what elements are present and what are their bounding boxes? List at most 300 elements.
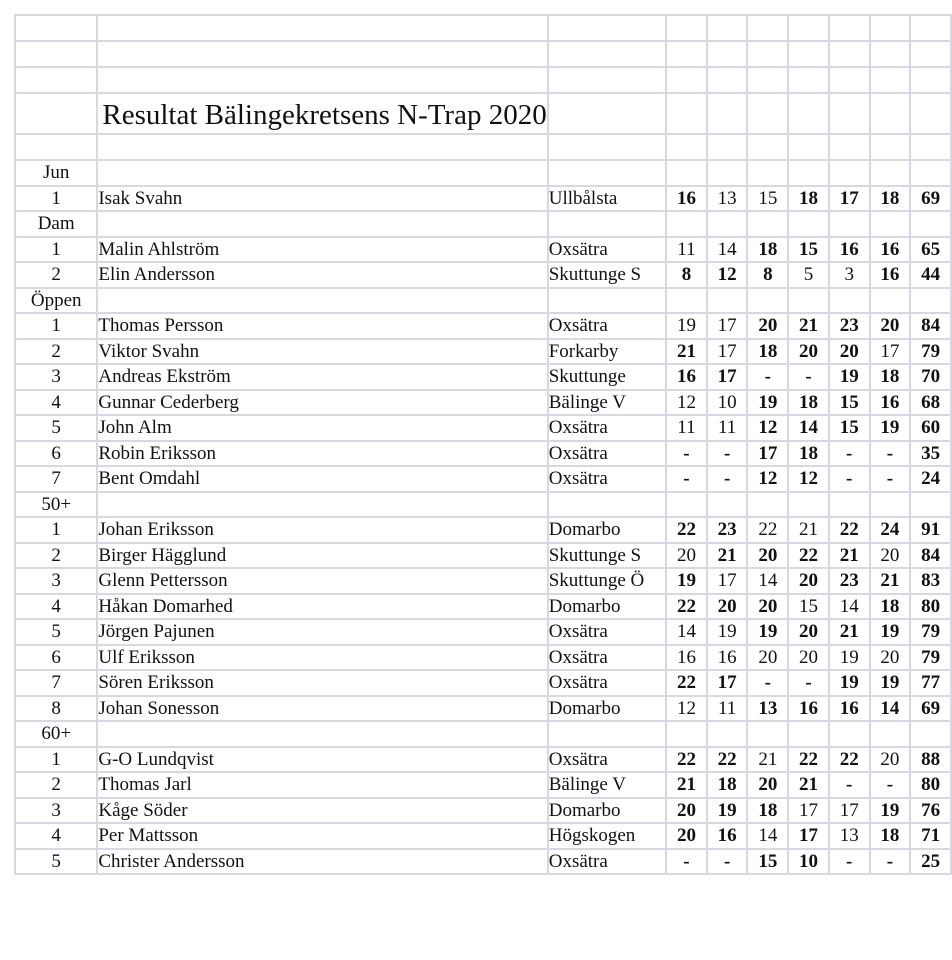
- rank-cell[interactable]: 7: [15, 670, 97, 696]
- score-cell-round-1[interactable]: 14: [666, 619, 707, 645]
- score-cell-round-4[interactable]: 17: [788, 798, 829, 824]
- cell[interactable]: [747, 160, 788, 186]
- category-label[interactable]: Dam: [15, 211, 97, 237]
- score-cell-round-6[interactable]: -: [870, 849, 911, 875]
- score-cell-round-5[interactable]: 15: [829, 415, 870, 441]
- cell[interactable]: [788, 134, 829, 160]
- score-cell-round-3[interactable]: 20: [747, 645, 788, 671]
- total-cell[interactable]: 84: [910, 543, 951, 569]
- score-cell-round-1[interactable]: 11: [666, 415, 707, 441]
- cell[interactable]: [788, 160, 829, 186]
- name-cell[interactable]: Elin Andersson: [97, 262, 547, 288]
- score-cell-round-1[interactable]: 16: [666, 364, 707, 390]
- score-cell-round-5[interactable]: 19: [829, 645, 870, 671]
- score-cell-round-4[interactable]: 22: [788, 543, 829, 569]
- score-cell-round-5[interactable]: 19: [829, 364, 870, 390]
- rank-cell[interactable]: 5: [15, 619, 97, 645]
- score-cell-round-5[interactable]: -: [829, 849, 870, 875]
- cell[interactable]: [910, 492, 951, 518]
- score-cell-round-2[interactable]: 21: [707, 543, 748, 569]
- total-cell[interactable]: 35: [910, 441, 951, 467]
- cell[interactable]: [97, 41, 547, 67]
- score-cell-round-4[interactable]: 16: [788, 696, 829, 722]
- score-cell-round-2[interactable]: 23: [707, 517, 748, 543]
- score-cell-round-4[interactable]: 15: [788, 594, 829, 620]
- name-cell[interactable]: Johan Sonesson: [97, 696, 547, 722]
- club-cell[interactable]: Bälinge V: [548, 390, 666, 416]
- score-cell-round-1[interactable]: 22: [666, 517, 707, 543]
- score-cell-round-3[interactable]: -: [747, 670, 788, 696]
- cell[interactable]: [747, 93, 788, 134]
- cell[interactable]: [97, 15, 547, 41]
- cell[interactable]: [747, 67, 788, 93]
- name-cell[interactable]: Gunnar Cederberg: [97, 390, 547, 416]
- cell[interactable]: [910, 15, 951, 41]
- score-cell-round-5[interactable]: 16: [829, 696, 870, 722]
- cell[interactable]: [788, 288, 829, 314]
- cell[interactable]: [747, 492, 788, 518]
- total-cell[interactable]: 77: [910, 670, 951, 696]
- cell[interactable]: [910, 211, 951, 237]
- total-cell[interactable]: 68: [910, 390, 951, 416]
- score-cell-round-6[interactable]: 19: [870, 415, 911, 441]
- score-cell-round-4[interactable]: 5: [788, 262, 829, 288]
- cell[interactable]: [548, 67, 666, 93]
- club-cell[interactable]: Domarbo: [548, 798, 666, 824]
- rank-cell[interactable]: 4: [15, 594, 97, 620]
- name-cell[interactable]: Christer Andersson: [97, 849, 547, 875]
- score-cell-round-2[interactable]: 17: [707, 313, 748, 339]
- score-cell-round-5[interactable]: 14: [829, 594, 870, 620]
- category-label[interactable]: Öppen: [15, 288, 97, 314]
- name-cell[interactable]: John Alm: [97, 415, 547, 441]
- total-cell[interactable]: 76: [910, 798, 951, 824]
- rank-cell[interactable]: 4: [15, 823, 97, 849]
- cell[interactable]: [910, 41, 951, 67]
- score-cell-round-3[interactable]: 12: [747, 415, 788, 441]
- cell[interactable]: [829, 134, 870, 160]
- cell[interactable]: [707, 67, 748, 93]
- cell[interactable]: [870, 288, 911, 314]
- total-cell[interactable]: 44: [910, 262, 951, 288]
- cell[interactable]: [910, 134, 951, 160]
- total-cell[interactable]: 83: [910, 568, 951, 594]
- name-cell[interactable]: G-O Lundqvist: [97, 747, 547, 773]
- score-cell-round-4[interactable]: 20: [788, 619, 829, 645]
- cell[interactable]: [707, 211, 748, 237]
- cell[interactable]: [829, 211, 870, 237]
- score-cell-round-6[interactable]: 24: [870, 517, 911, 543]
- cell[interactable]: [97, 721, 547, 747]
- cell[interactable]: [788, 721, 829, 747]
- score-cell-round-6[interactable]: 18: [870, 594, 911, 620]
- score-cell-round-1[interactable]: 20: [666, 823, 707, 849]
- cell[interactable]: [910, 160, 951, 186]
- cell[interactable]: [15, 67, 97, 93]
- total-cell[interactable]: 79: [910, 645, 951, 671]
- club-cell[interactable]: Oxsätra: [548, 441, 666, 467]
- name-cell[interactable]: Isak Svahn: [97, 186, 547, 212]
- name-cell[interactable]: Jörgen Pajunen: [97, 619, 547, 645]
- score-cell-round-1[interactable]: 20: [666, 798, 707, 824]
- cell[interactable]: [870, 211, 911, 237]
- score-cell-round-3[interactable]: 19: [747, 619, 788, 645]
- cell[interactable]: [870, 93, 911, 134]
- score-cell-round-6[interactable]: -: [870, 466, 911, 492]
- cell[interactable]: [829, 721, 870, 747]
- score-cell-round-2[interactable]: 17: [707, 364, 748, 390]
- rank-cell[interactable]: 8: [15, 696, 97, 722]
- cell[interactable]: [666, 211, 707, 237]
- score-cell-round-1[interactable]: 19: [666, 313, 707, 339]
- score-cell-round-3[interactable]: 20: [747, 543, 788, 569]
- score-cell-round-2[interactable]: 11: [707, 415, 748, 441]
- name-cell[interactable]: Håkan Domarhed: [97, 594, 547, 620]
- cell[interactable]: [870, 41, 911, 67]
- cell[interactable]: [747, 15, 788, 41]
- name-cell[interactable]: Thomas Jarl: [97, 772, 547, 798]
- total-cell[interactable]: 88: [910, 747, 951, 773]
- rank-cell[interactable]: 1: [15, 237, 97, 263]
- score-cell-round-6[interactable]: -: [870, 772, 911, 798]
- rank-cell[interactable]: 3: [15, 798, 97, 824]
- total-cell[interactable]: 70: [910, 364, 951, 390]
- club-cell[interactable]: Oxsätra: [548, 313, 666, 339]
- score-cell-round-2[interactable]: 19: [707, 619, 748, 645]
- cell[interactable]: [707, 721, 748, 747]
- score-cell-round-4[interactable]: 17: [788, 823, 829, 849]
- score-cell-round-4[interactable]: 12: [788, 466, 829, 492]
- total-cell[interactable]: 24: [910, 466, 951, 492]
- score-cell-round-6[interactable]: 20: [870, 645, 911, 671]
- score-cell-round-2[interactable]: 20: [707, 594, 748, 620]
- cell[interactable]: [747, 288, 788, 314]
- cell[interactable]: [870, 160, 911, 186]
- score-cell-round-5[interactable]: 17: [829, 798, 870, 824]
- name-cell[interactable]: Sören Eriksson: [97, 670, 547, 696]
- score-cell-round-3[interactable]: 19: [747, 390, 788, 416]
- score-cell-round-5[interactable]: 20: [829, 339, 870, 365]
- club-cell[interactable]: Skuttunge S: [548, 543, 666, 569]
- club-cell[interactable]: Oxsätra: [548, 415, 666, 441]
- rank-cell[interactable]: 7: [15, 466, 97, 492]
- cell[interactable]: [97, 134, 547, 160]
- score-cell-round-5[interactable]: -: [829, 772, 870, 798]
- cell[interactable]: [747, 721, 788, 747]
- score-cell-round-6[interactable]: 20: [870, 747, 911, 773]
- name-cell[interactable]: Johan Eriksson: [97, 517, 547, 543]
- club-cell[interactable]: Ullbålsta: [548, 186, 666, 212]
- score-cell-round-4[interactable]: 18: [788, 441, 829, 467]
- score-cell-round-3[interactable]: 15: [747, 849, 788, 875]
- cell[interactable]: [97, 160, 547, 186]
- score-cell-round-2[interactable]: 12: [707, 262, 748, 288]
- name-cell[interactable]: Bent Omdahl: [97, 466, 547, 492]
- cell[interactable]: [707, 41, 748, 67]
- score-cell-round-6[interactable]: 18: [870, 823, 911, 849]
- cell[interactable]: [870, 721, 911, 747]
- score-cell-round-5[interactable]: 19: [829, 670, 870, 696]
- score-cell-round-4[interactable]: 21: [788, 517, 829, 543]
- score-cell-round-2[interactable]: 18: [707, 772, 748, 798]
- total-cell[interactable]: 71: [910, 823, 951, 849]
- category-label[interactable]: Jun: [15, 160, 97, 186]
- score-cell-round-6[interactable]: 19: [870, 798, 911, 824]
- score-cell-round-4[interactable]: 18: [788, 186, 829, 212]
- total-cell[interactable]: 80: [910, 772, 951, 798]
- cell[interactable]: [870, 67, 911, 93]
- total-cell[interactable]: 69: [910, 696, 951, 722]
- score-cell-round-3[interactable]: 15: [747, 186, 788, 212]
- score-cell-round-4[interactable]: 15: [788, 237, 829, 263]
- score-cell-round-3[interactable]: 20: [747, 772, 788, 798]
- score-cell-round-1[interactable]: 21: [666, 772, 707, 798]
- score-cell-round-3[interactable]: 17: [747, 441, 788, 467]
- name-cell[interactable]: Thomas Persson: [97, 313, 547, 339]
- cell[interactable]: [747, 41, 788, 67]
- rank-cell[interactable]: 1: [15, 747, 97, 773]
- cell[interactable]: [15, 41, 97, 67]
- score-cell-round-2[interactable]: 13: [707, 186, 748, 212]
- score-cell-round-6[interactable]: 16: [870, 390, 911, 416]
- score-cell-round-4[interactable]: 10: [788, 849, 829, 875]
- club-cell[interactable]: Domarbo: [548, 696, 666, 722]
- score-cell-round-5[interactable]: 21: [829, 619, 870, 645]
- club-cell[interactable]: Oxsätra: [548, 466, 666, 492]
- rank-cell[interactable]: 1: [15, 517, 97, 543]
- score-cell-round-3[interactable]: 13: [747, 696, 788, 722]
- cell[interactable]: [829, 41, 870, 67]
- score-cell-round-1[interactable]: 22: [666, 747, 707, 773]
- total-cell[interactable]: 65: [910, 237, 951, 263]
- cell[interactable]: [747, 134, 788, 160]
- score-cell-round-5[interactable]: 22: [829, 747, 870, 773]
- cell[interactable]: [707, 134, 748, 160]
- rank-cell[interactable]: 3: [15, 568, 97, 594]
- cell[interactable]: [548, 288, 666, 314]
- cell[interactable]: [870, 15, 911, 41]
- cell[interactable]: [870, 492, 911, 518]
- score-cell-round-2[interactable]: 14: [707, 237, 748, 263]
- score-cell-round-5[interactable]: 16: [829, 237, 870, 263]
- club-cell[interactable]: Oxsätra: [548, 645, 666, 671]
- rank-cell[interactable]: 5: [15, 415, 97, 441]
- cell[interactable]: [870, 134, 911, 160]
- cell[interactable]: [548, 93, 666, 134]
- score-cell-round-6[interactable]: 16: [870, 262, 911, 288]
- cell[interactable]: [747, 211, 788, 237]
- cell[interactable]: [788, 211, 829, 237]
- club-cell[interactable]: Oxsätra: [548, 237, 666, 263]
- score-cell-round-4[interactable]: 20: [788, 568, 829, 594]
- cell[interactable]: [15, 15, 97, 41]
- cell[interactable]: [666, 492, 707, 518]
- score-cell-round-1[interactable]: 22: [666, 670, 707, 696]
- score-cell-round-4[interactable]: 22: [788, 747, 829, 773]
- cell[interactable]: [15, 134, 97, 160]
- score-cell-round-1[interactable]: -: [666, 441, 707, 467]
- score-cell-round-5[interactable]: 3: [829, 262, 870, 288]
- score-cell-round-1[interactable]: 11: [666, 237, 707, 263]
- score-cell-round-4[interactable]: 21: [788, 772, 829, 798]
- club-cell[interactable]: Oxsätra: [548, 849, 666, 875]
- score-cell-round-1[interactable]: 20: [666, 543, 707, 569]
- score-cell-round-4[interactable]: 20: [788, 645, 829, 671]
- rank-cell[interactable]: 6: [15, 645, 97, 671]
- cell[interactable]: [910, 67, 951, 93]
- score-cell-round-5[interactable]: 21: [829, 543, 870, 569]
- score-cell-round-5[interactable]: -: [829, 441, 870, 467]
- club-cell[interactable]: Oxsätra: [548, 747, 666, 773]
- cell[interactable]: [548, 160, 666, 186]
- score-cell-round-5[interactable]: 13: [829, 823, 870, 849]
- club-cell[interactable]: Skuttunge S: [548, 262, 666, 288]
- score-cell-round-6[interactable]: 18: [870, 186, 911, 212]
- score-cell-round-3[interactable]: 18: [747, 237, 788, 263]
- cell[interactable]: [707, 15, 748, 41]
- club-cell[interactable]: Domarbo: [548, 594, 666, 620]
- name-cell[interactable]: Robin Eriksson: [97, 441, 547, 467]
- name-cell[interactable]: Birger Hägglund: [97, 543, 547, 569]
- score-cell-round-3[interactable]: 14: [747, 568, 788, 594]
- cell[interactable]: [666, 134, 707, 160]
- category-label[interactable]: 60+: [15, 721, 97, 747]
- score-cell-round-2[interactable]: 11: [707, 696, 748, 722]
- cell[interactable]: [910, 288, 951, 314]
- rank-cell[interactable]: 3: [15, 364, 97, 390]
- total-cell[interactable]: 80: [910, 594, 951, 620]
- club-cell[interactable]: Oxsätra: [548, 670, 666, 696]
- cell[interactable]: [788, 67, 829, 93]
- score-cell-round-5[interactable]: 23: [829, 568, 870, 594]
- cell[interactable]: [548, 15, 666, 41]
- rank-cell[interactable]: 6: [15, 441, 97, 467]
- score-cell-round-4[interactable]: -: [788, 364, 829, 390]
- total-cell[interactable]: 79: [910, 339, 951, 365]
- total-cell[interactable]: 25: [910, 849, 951, 875]
- club-cell[interactable]: Bälinge V: [548, 772, 666, 798]
- cell[interactable]: [707, 160, 748, 186]
- score-cell-round-2[interactable]: 17: [707, 568, 748, 594]
- score-cell-round-2[interactable]: 22: [707, 747, 748, 773]
- score-cell-round-1[interactable]: 12: [666, 390, 707, 416]
- name-cell[interactable]: Malin Ahlström: [97, 237, 547, 263]
- total-cell[interactable]: 79: [910, 619, 951, 645]
- rank-cell[interactable]: 2: [15, 543, 97, 569]
- score-cell-round-1[interactable]: 16: [666, 186, 707, 212]
- score-cell-round-6[interactable]: 18: [870, 364, 911, 390]
- score-cell-round-3[interactable]: 22: [747, 517, 788, 543]
- rank-cell[interactable]: 2: [15, 339, 97, 365]
- score-cell-round-4[interactable]: 18: [788, 390, 829, 416]
- total-cell[interactable]: 60: [910, 415, 951, 441]
- score-cell-round-2[interactable]: 10: [707, 390, 748, 416]
- cell[interactable]: [15, 93, 97, 134]
- score-cell-round-2[interactable]: -: [707, 466, 748, 492]
- cell[interactable]: [788, 15, 829, 41]
- cell[interactable]: [548, 492, 666, 518]
- score-cell-round-6[interactable]: 19: [870, 670, 911, 696]
- cell[interactable]: [707, 93, 748, 134]
- cell[interactable]: [910, 721, 951, 747]
- club-cell[interactable]: Skuttunge: [548, 364, 666, 390]
- cell[interactable]: [97, 67, 547, 93]
- cell[interactable]: [666, 93, 707, 134]
- rank-cell[interactable]: 1: [15, 186, 97, 212]
- score-cell-round-3[interactable]: 12: [747, 466, 788, 492]
- name-cell[interactable]: Per Mattsson: [97, 823, 547, 849]
- score-cell-round-6[interactable]: 20: [870, 313, 911, 339]
- name-cell[interactable]: Glenn Pettersson: [97, 568, 547, 594]
- total-cell[interactable]: 91: [910, 517, 951, 543]
- score-cell-round-1[interactable]: -: [666, 466, 707, 492]
- score-cell-round-3[interactable]: -: [747, 364, 788, 390]
- cell[interactable]: [666, 160, 707, 186]
- total-cell[interactable]: 84: [910, 313, 951, 339]
- score-cell-round-3[interactable]: 18: [747, 798, 788, 824]
- score-cell-round-3[interactable]: 20: [747, 594, 788, 620]
- cell[interactable]: [788, 492, 829, 518]
- club-cell[interactable]: Forkarby: [548, 339, 666, 365]
- score-cell-round-3[interactable]: 18: [747, 339, 788, 365]
- club-cell[interactable]: Högskogen: [548, 823, 666, 849]
- score-cell-round-6[interactable]: 20: [870, 543, 911, 569]
- score-cell-round-2[interactable]: -: [707, 849, 748, 875]
- cell[interactable]: [548, 41, 666, 67]
- club-cell[interactable]: Domarbo: [548, 517, 666, 543]
- score-cell-round-1[interactable]: -: [666, 849, 707, 875]
- score-cell-round-2[interactable]: 16: [707, 645, 748, 671]
- score-cell-round-4[interactable]: 20: [788, 339, 829, 365]
- rank-cell[interactable]: 1: [15, 313, 97, 339]
- score-cell-round-2[interactable]: 19: [707, 798, 748, 824]
- cell[interactable]: [666, 67, 707, 93]
- cell[interactable]: [829, 67, 870, 93]
- score-cell-round-3[interactable]: 21: [747, 747, 788, 773]
- category-label[interactable]: 50+: [15, 492, 97, 518]
- cell[interactable]: [97, 288, 547, 314]
- score-cell-round-4[interactable]: -: [788, 670, 829, 696]
- cell[interactable]: [548, 134, 666, 160]
- cell[interactable]: [788, 93, 829, 134]
- rank-cell[interactable]: 2: [15, 772, 97, 798]
- cell[interactable]: [666, 721, 707, 747]
- cell[interactable]: [829, 160, 870, 186]
- name-cell[interactable]: Viktor Svahn: [97, 339, 547, 365]
- rank-cell[interactable]: 2: [15, 262, 97, 288]
- cell[interactable]: [548, 211, 666, 237]
- cell[interactable]: [910, 93, 951, 134]
- score-cell-round-5[interactable]: 17: [829, 186, 870, 212]
- cell[interactable]: [829, 492, 870, 518]
- cell[interactable]: [829, 93, 870, 134]
- score-cell-round-6[interactable]: 16: [870, 237, 911, 263]
- total-cell[interactable]: 69: [910, 186, 951, 212]
- cell[interactable]: [788, 41, 829, 67]
- cell[interactable]: [707, 492, 748, 518]
- score-cell-round-6[interactable]: 17: [870, 339, 911, 365]
- cell[interactable]: [666, 41, 707, 67]
- name-cell[interactable]: Andreas Ekström: [97, 364, 547, 390]
- score-cell-round-4[interactable]: 14: [788, 415, 829, 441]
- name-cell[interactable]: Ulf Eriksson: [97, 645, 547, 671]
- cell[interactable]: [548, 721, 666, 747]
- score-cell-round-2[interactable]: 17: [707, 339, 748, 365]
- score-cell-round-1[interactable]: 21: [666, 339, 707, 365]
- score-cell-round-6[interactable]: 14: [870, 696, 911, 722]
- score-cell-round-1[interactable]: 22: [666, 594, 707, 620]
- club-cell[interactable]: Skuttunge Ö: [548, 568, 666, 594]
